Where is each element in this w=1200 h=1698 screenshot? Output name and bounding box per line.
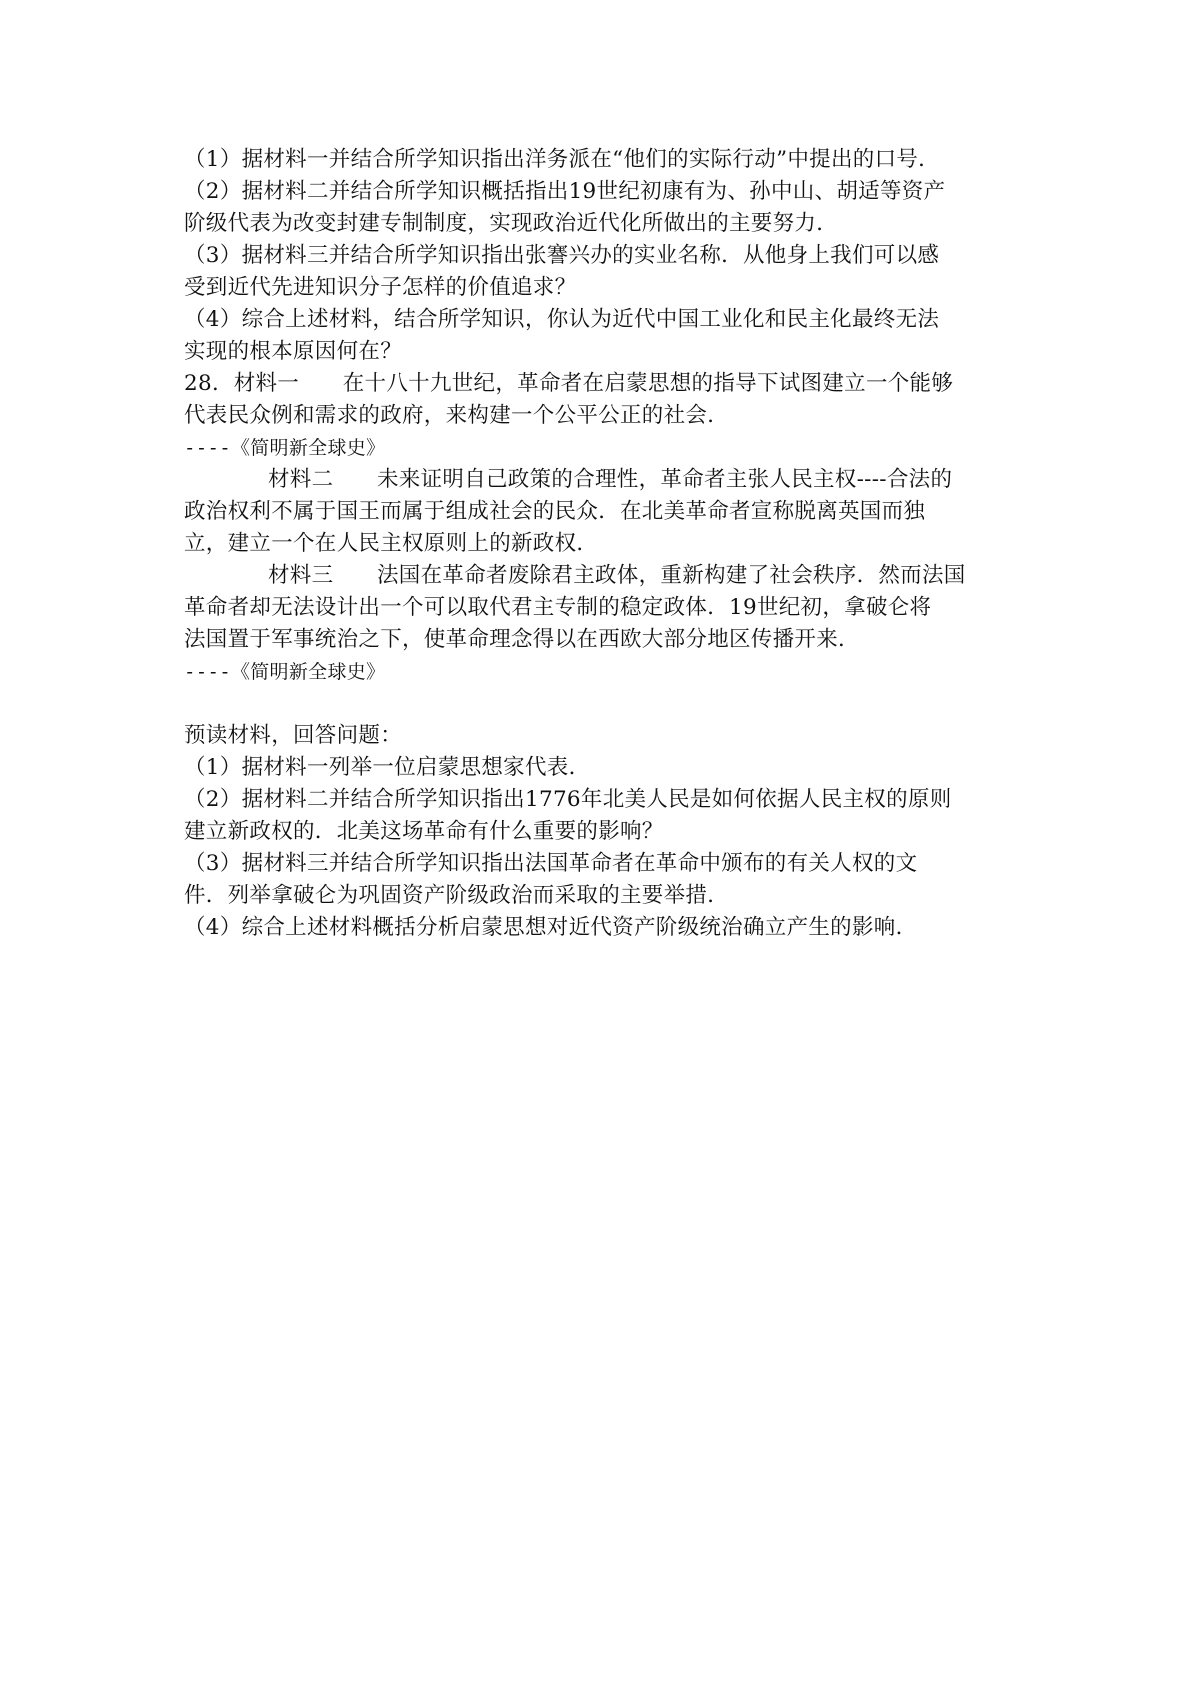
material-2-line-2: 政治权利不属于国王而属于组成社会的民众．在北美革命者宣称脱离英国而独 <box>184 499 926 524</box>
source-citation: ----《简明新全球史》 <box>184 437 386 459</box>
question-4-text: （4）综合上述材料概括分析启蒙思想对近代资产阶级统治确立产生的影响． <box>184 915 918 940</box>
material-3-line-3: 法国置于军事统治之下，使革命理念得以在西欧大部分地区传播开来． <box>184 627 860 652</box>
question-2-text-line-1: （2）据材料二并结合所学知识指出1776年北美人民是如何依据人民主权的原则 <box>184 787 952 812</box>
question-3-text-line-1: （3）据材料三并结合所学知识指出法国革命者在革命中颁布的有关人权的文 <box>184 851 918 876</box>
questions-intro: 预读材料，回答问题： <box>184 723 403 748</box>
source-citation: ----《简明新全球史》 <box>184 661 386 683</box>
question-2-text-line-2: 阶级代表为改变封建专制制度，实现政治近代化所做出的主要努力． <box>184 211 839 236</box>
question-4-text-line-2: 实现的根本原因何在？ <box>184 339 403 364</box>
question-3-text-line-1: （3）据材料三并结合所学知识指出张謇兴办的实业名称．从他身上我们可以感 <box>184 243 940 268</box>
material-2-line-3: 立，建立一个在人民主权原则上的新政权． <box>184 531 599 556</box>
document-page <box>184 144 1034 944</box>
question-3-text-line-2: 受到近代先进知识分子怎样的价值追求？ <box>184 275 577 300</box>
question-1-text: （1）据材料一并结合所学知识指出洋务派在“他们的实际行动”中提出的口号． <box>184 147 940 172</box>
material-1-line-2: 代表民众例和需求的政府，来构建一个公平公正的社会． <box>184 403 730 428</box>
question-1-text: （1）据材料一列举一位启蒙思想家代表． <box>184 755 591 780</box>
question-3-text-line-2: 件．列举拿破仑为巩固资产阶级政治而采取的主要举措． <box>184 883 730 908</box>
blank-line <box>184 688 1034 720</box>
material-2-line-1: 材料二 未来证明自己政策的合理性，革命者主张人民主权----合法的 <box>268 467 953 492</box>
material-1-line-1: 28．材料一 在十八十九世纪，革命者在启蒙思想的指导下试图建立一个能够 <box>184 371 954 396</box>
material-3-line-1: 材料三 法国在革命者废除君主政体，重新构建了社会秩序．然而法国 <box>268 563 966 588</box>
material-3-line-2: 革命者却无法设计出一个可以取代君主专制的稳定政体．19世纪初，拿破仑将 <box>184 595 932 620</box>
question-2-text-line-2: 建立新政权的．北美这场革命有什么重要的影响？ <box>184 819 664 844</box>
question-4-text-line-1: （4）综合上述材料，结合所学知识，你认为近代中国工业化和民主化最终无法 <box>184 307 940 332</box>
question-2-text-line-1: （2）据材料二并结合所学知识概括指出19世纪初康有为、孙中山、胡适等资产 <box>184 179 946 204</box>
